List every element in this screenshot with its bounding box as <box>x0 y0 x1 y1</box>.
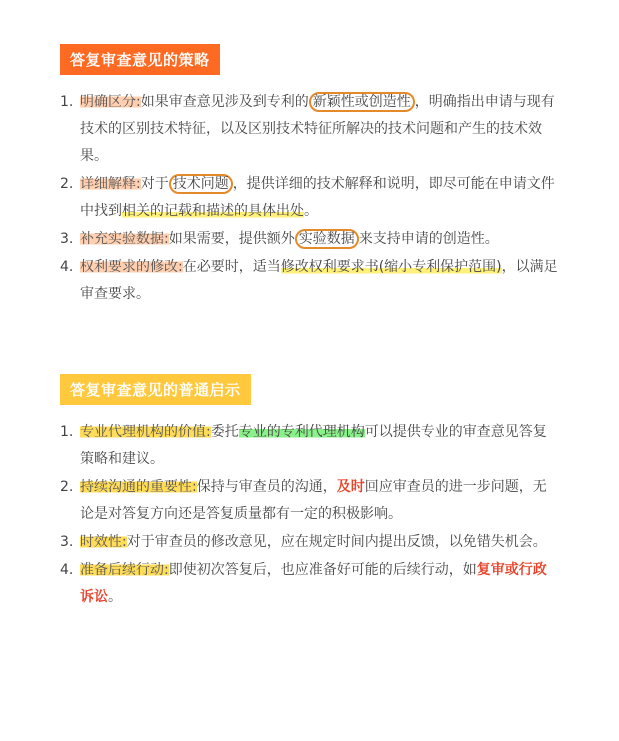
item-keyword: 专业代理机构的价值: <box>80 424 211 440</box>
item-text: 对于 <box>140 176 169 192</box>
item-text: 如果需要，提供额外 <box>168 231 295 247</box>
item-text: ，提供详细的技术解释和说明，即尽可能在申请文件中找到 <box>80 176 555 219</box>
list-item <box>60 254 560 308</box>
item-number: 4. <box>60 562 74 578</box>
list-item <box>60 529 560 556</box>
circled-text: 技术问题 <box>169 174 233 194</box>
list-item <box>60 557 560 611</box>
list-item <box>60 226 560 253</box>
item-text: 保持与审查员的沟通， <box>196 479 337 495</box>
item-text: 如果审查意见涉及到专利的 <box>140 94 309 110</box>
item-number: 4. <box>60 259 74 275</box>
strategy-section-title: 答复审查意见的策略 <box>60 44 220 75</box>
highlighted-text: 相关的记载和描述的具体出处 <box>122 203 304 219</box>
highlighted-text: 修改权利要求书(缩小专利保护范围) <box>280 259 502 275</box>
item-keyword: 补充实验数据: <box>80 231 169 247</box>
insights-section-title: 答复审查意见的普通启示 <box>60 374 251 405</box>
circled-text: 新颖性或创造性 <box>309 92 415 112</box>
item-keyword: 明确区分: <box>80 94 141 110</box>
item-text: 对于审查员的修改意见，应在规定时间内提出反馈，以免错失机会。 <box>126 534 547 550</box>
list-item <box>60 89 560 170</box>
highlighted-text: 专业的专利代理机构 <box>238 424 365 440</box>
item-text: 可以提供专业的审查意见答复策略和建议。 <box>80 424 547 467</box>
list-item <box>60 474 560 528</box>
item-number: 1. <box>60 424 74 440</box>
item-number: 1. <box>60 94 74 110</box>
strategy-list <box>60 89 560 308</box>
item-text: 回应审查员的进一步问题，无论是对答复方向还是答复质量都有一定的积极影响。 <box>80 479 547 522</box>
item-keyword: 持续沟通的重要性: <box>80 479 197 495</box>
item-text: ，明确指出申请与现有技术的区别技术特征，以及区别技术特征所解决的技术问题和产生的技术效果。 <box>80 94 555 164</box>
strategy-section <box>60 44 560 309</box>
item-text: 。 <box>108 589 122 605</box>
item-text: 委托 <box>210 424 239 440</box>
item-text: 来支持申请的创造性。 <box>358 231 499 247</box>
item-number: 3. <box>60 534 74 550</box>
item-keyword: 准备后续行动: <box>80 562 169 578</box>
emphasis-text: 复审或行政诉讼 <box>80 562 547 605</box>
item-text: 在必要时，适当 <box>182 259 281 275</box>
circled-text: 实验数据 <box>295 229 359 249</box>
item-number: 2. <box>60 479 74 495</box>
insights-list <box>60 419 560 611</box>
item-keyword: 详细解释: <box>80 176 141 192</box>
insights-section <box>60 374 560 612</box>
item-number: 3. <box>60 231 74 247</box>
emphasis-text: 及时 <box>336 479 365 495</box>
item-text: 即使初次答复后，也应准备好可能的后续行动，如 <box>168 562 477 578</box>
list-item <box>60 419 560 473</box>
list-item <box>60 171 560 225</box>
item-number: 2. <box>60 176 74 192</box>
item-text: ，以满足审查要求。 <box>80 259 558 302</box>
item-keyword: 权利要求的修改: <box>80 259 183 275</box>
item-text: 。 <box>304 203 318 219</box>
item-keyword: 时效性: <box>80 534 127 550</box>
